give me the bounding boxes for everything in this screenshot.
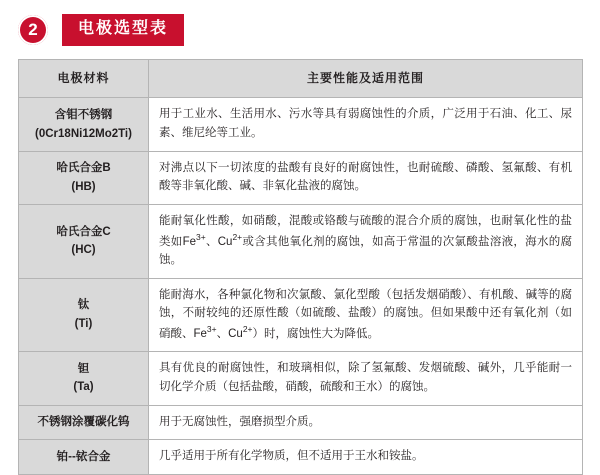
material-name-line2: (0Cr18Ni12Mo2Ti) [35, 127, 132, 140]
document-header [18, 10, 582, 50]
ion-charge: 2+ [232, 231, 243, 242]
material-name-line1: 哈氏合金B [56, 162, 111, 175]
cell-description: 对沸点以下一切浓度的盐酸有良好的耐腐蚀性，也耐硫酸、磷酸、氢氟酸、有机酸等非氧化酸、碱、非氧化盐液的腐蚀。 [149, 151, 583, 204]
ion-symbol: Fe [193, 327, 207, 340]
cell-description [149, 204, 583, 278]
cell-material [19, 352, 149, 405]
page-title: 电极选型表 [62, 14, 184, 45]
cell-material [19, 405, 149, 440]
column-header-description: 主要性能及适用范围 [149, 60, 583, 98]
ion-charge: 3+ [195, 231, 206, 242]
cell-description [149, 278, 583, 352]
column-header-material: 电极材料 [19, 60, 149, 98]
material-name-line2: (Ta) [73, 381, 94, 394]
cell-material [19, 278, 149, 352]
ion-symbol: Cu [217, 235, 233, 248]
cell-material [19, 98, 149, 151]
cell-material [19, 204, 149, 278]
cell-material [19, 440, 149, 475]
material-name-line2: (Ti) [74, 317, 93, 330]
ion-charge: 2+ [242, 323, 253, 334]
cell-description: 用于无腐蚀性，强磨损型介质。 [149, 405, 583, 440]
cell-description: 用于工业水、生活用水、污水等具有弱腐蚀性的介质，广泛用于石油、化工、尿素、维尼纶等工业。 [149, 98, 583, 151]
table-row [19, 352, 583, 405]
table-row [19, 278, 583, 352]
table-row [19, 405, 583, 440]
ion-symbol: Fe [182, 235, 196, 248]
section-number-badge: 2 [18, 15, 48, 45]
material-name-line1: 钽 [77, 362, 90, 375]
description-part2: ）时，腐蚀性大为降低。 [252, 327, 380, 340]
electrode-selection-table [18, 59, 583, 475]
description-part2: 或含其他氧化剂的腐蚀，如高于常温的次氯酸盐溶液，海水的腐蚀。 [159, 235, 573, 267]
material-name-line2: (HC) [71, 244, 96, 257]
table-row [19, 204, 583, 278]
material-name-line1: 铂--铱合金 [56, 450, 111, 463]
material-name-line1: 哈氏合金C [56, 225, 111, 238]
description-separator: 、 [216, 327, 229, 340]
cell-material [19, 151, 149, 204]
table-row [19, 440, 583, 475]
description-part1: 能耐氧化性酸，如硝酸，混酸或铬酸与硫酸的混合介质的腐蚀，也耐氧化性的盐类如 [159, 214, 572, 248]
table-header-row [19, 60, 583, 98]
table-row [19, 98, 583, 151]
ion-symbol: Cu [228, 327, 243, 340]
description-separator: 、 [205, 235, 218, 248]
cell-description: 具有优良的耐腐蚀性，和玻璃相似，除了氢氟酸、发烟硫酸、碱外，几乎能耐一切化学介质（包括盐酸，硝酸，硫酸和王水）的腐蚀。 [149, 352, 583, 405]
material-name-line2: (HB) [71, 180, 96, 193]
ion-charge: 3+ [206, 323, 217, 334]
material-name-line1: 不锈钢涂覆碳化钨 [37, 416, 130, 429]
table-row [19, 151, 583, 204]
cell-description: 几乎适用于所有化学物质，但不适用于王水和铵盐。 [149, 440, 583, 475]
material-name-line1: 含钼不锈钢 [54, 108, 113, 121]
description-part1: 能耐海水，各种氯化物和次氯酸、氯化型酸（包括发烟硝酸）、有机酸、碱等的腐蚀，不耐较纯的还原性酸（如硫酸、盐酸）的腐蚀。但如果酸中还有氧化剂（如硝酸、 [159, 288, 572, 340]
material-name-line1: 钛 [77, 299, 90, 312]
